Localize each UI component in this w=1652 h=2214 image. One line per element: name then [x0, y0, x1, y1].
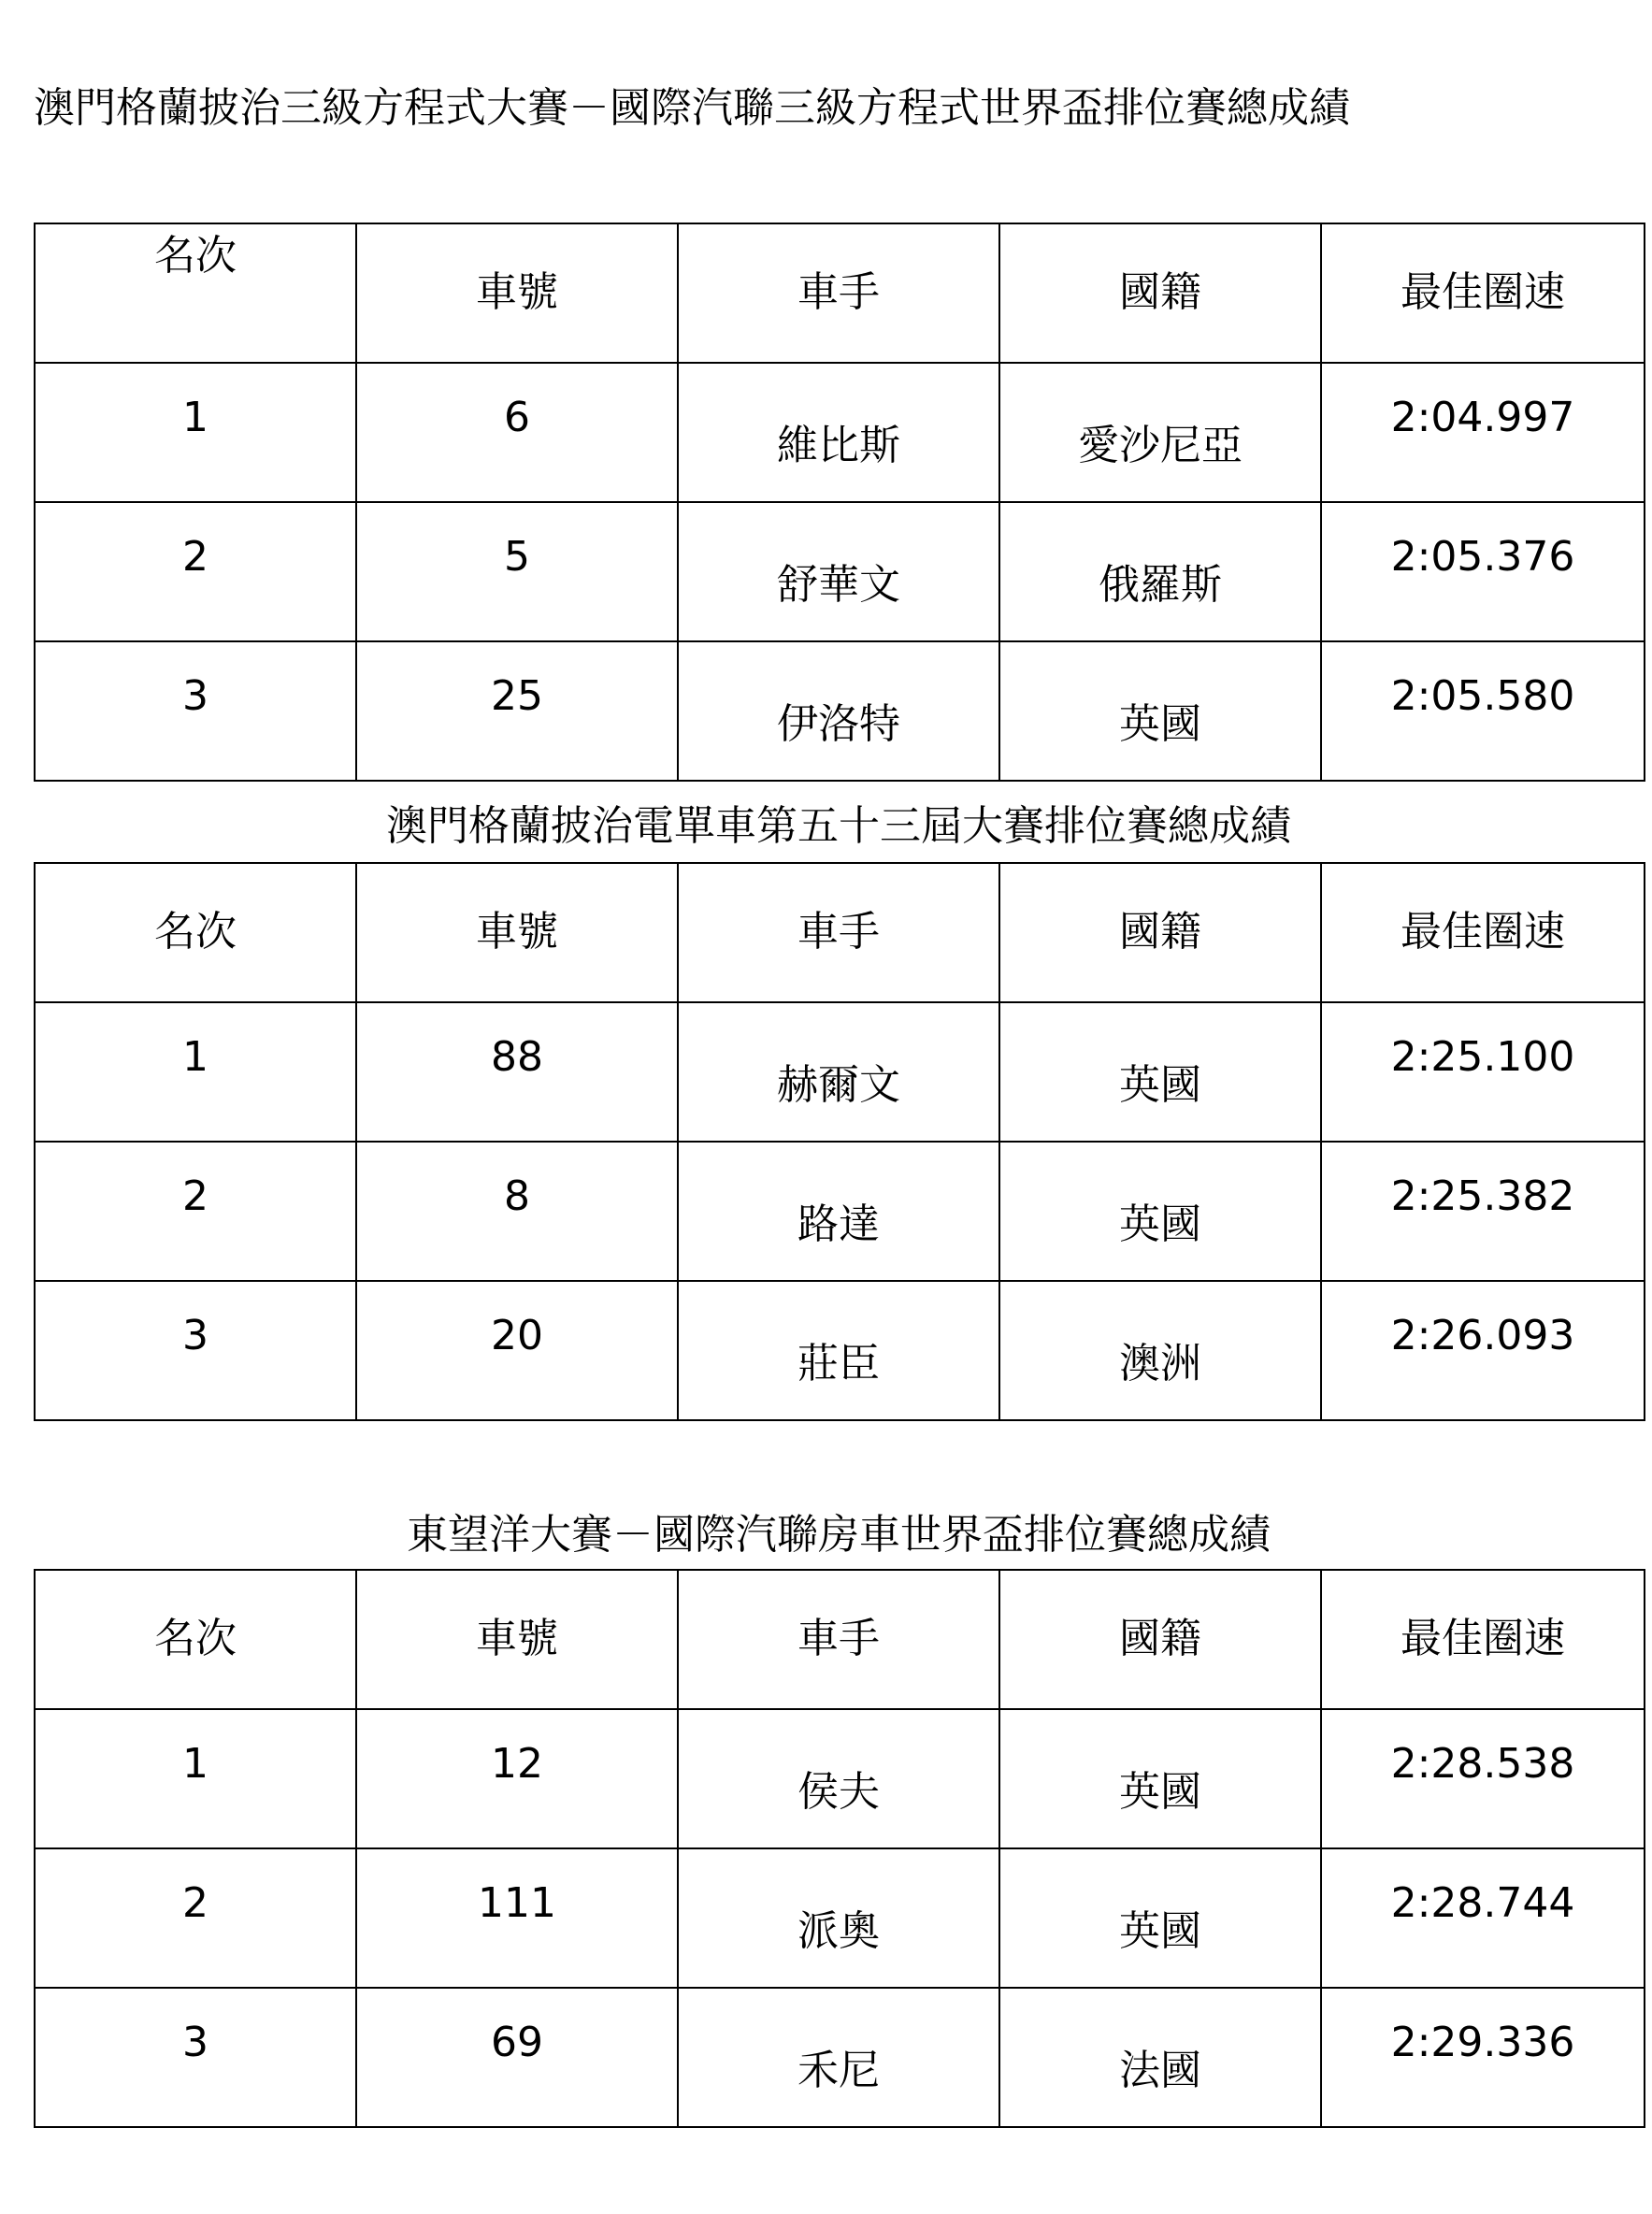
nationality-cell: 澳洲 — [999, 1281, 1321, 1420]
car-number-cell: 25 — [356, 641, 678, 781]
best-lap-cell: 2:29.336 — [1321, 1988, 1645, 2127]
table-row — [35, 502, 1645, 641]
best-lap-cell: 2:05.580 — [1321, 641, 1645, 781]
nationality-cell: 英國 — [999, 1848, 1321, 1988]
driver-cell: 莊臣 — [678, 1281, 999, 1420]
rank-cell: 2 — [35, 1142, 356, 1281]
driver-cell: 舒華文 — [678, 502, 999, 641]
section-title-guia-race: 東望洋大賽－國際汽聯房車世界盃排位賽總成績 — [407, 1511, 1271, 1559]
header-cell-nationality: 國籍 — [999, 1570, 1321, 1709]
driver-cell: 伊洛特 — [678, 641, 999, 781]
header-cell-car-number: 車號 — [356, 223, 678, 363]
best-lap-cell: 2:26.093 — [1321, 1281, 1645, 1420]
table-row — [35, 641, 1645, 781]
header-cell-best-lap: 最佳圈速 — [1321, 863, 1645, 1002]
table-row — [35, 1142, 1645, 1281]
best-lap-cell: 2:28.744 — [1321, 1848, 1645, 1988]
table-row — [35, 1848, 1645, 1988]
header-cell-nationality: 國籍 — [999, 223, 1321, 363]
driver-cell: 禾尼 — [678, 1988, 999, 2127]
table-header-row — [35, 1570, 1645, 1709]
rank-cell: 2 — [35, 1848, 356, 1988]
best-lap-cell: 2:25.100 — [1321, 1002, 1645, 1142]
nationality-cell: 愛沙尼亞 — [999, 363, 1321, 502]
header-cell-best-lap: 最佳圈速 — [1321, 223, 1645, 363]
driver-cell: 路達 — [678, 1142, 999, 1281]
header-cell-rank: 名次 — [35, 1570, 356, 1709]
rank-cell: 1 — [35, 1002, 356, 1142]
nationality-cell: 英國 — [999, 1709, 1321, 1848]
best-lap-cell: 2:25.382 — [1321, 1142, 1645, 1281]
driver-cell: 維比斯 — [678, 363, 999, 502]
section-title-motorcycle: 澳門格蘭披治電單車第五十三屆大賽排位賽總成績 — [386, 802, 1291, 850]
header-cell-driver: 車手 — [678, 223, 999, 363]
driver-cell: 侯夫 — [678, 1709, 999, 1848]
header-cell-driver: 車手 — [678, 1570, 999, 1709]
rank-cell: 2 — [35, 502, 356, 641]
rank-cell: 1 — [35, 1709, 356, 1848]
rank-cell: 3 — [35, 641, 356, 781]
table-header-row — [35, 863, 1645, 1002]
car-number-cell: 6 — [356, 363, 678, 502]
header-cell-nationality: 國籍 — [999, 863, 1321, 1002]
table-row — [35, 1281, 1645, 1420]
best-lap-cell: 2:04.997 — [1321, 363, 1645, 502]
nationality-cell: 法國 — [999, 1988, 1321, 2127]
header-cell-driver: 車手 — [678, 863, 999, 1002]
best-lap-cell: 2:05.376 — [1321, 502, 1645, 641]
best-lap-cell: 2:28.538 — [1321, 1709, 1645, 1848]
car-number-cell: 5 — [356, 502, 678, 641]
motorcycle-qualifying-table — [34, 862, 1645, 1421]
table-row — [35, 363, 1645, 502]
table-header-row — [35, 223, 1645, 363]
table-row — [35, 1709, 1645, 1848]
car-number-cell: 88 — [356, 1002, 678, 1142]
header-cell-rank: 名次 — [35, 863, 356, 1002]
driver-cell: 派奧 — [678, 1848, 999, 1988]
nationality-cell: 英國 — [999, 641, 1321, 781]
header-cell-car-number: 車號 — [356, 863, 678, 1002]
car-number-cell: 111 — [356, 1848, 678, 1988]
nationality-cell: 英國 — [999, 1142, 1321, 1281]
car-number-cell: 12 — [356, 1709, 678, 1848]
header-cell-car-number: 車號 — [356, 1570, 678, 1709]
nationality-cell: 英國 — [999, 1002, 1321, 1142]
document-title: 澳門格蘭披治三級方程式大賽－國際汽聯三級方程式世界盃排位賽總成績 — [34, 84, 1350, 132]
driver-cell: 赫爾文 — [678, 1002, 999, 1142]
f3-qualifying-table — [34, 223, 1645, 782]
table-row — [35, 1002, 1645, 1142]
nationality-cell: 俄羅斯 — [999, 502, 1321, 641]
guia-qualifying-table — [34, 1569, 1645, 2128]
car-number-cell: 69 — [356, 1988, 678, 2127]
car-number-cell: 20 — [356, 1281, 678, 1420]
rank-cell: 3 — [35, 1281, 356, 1420]
table-row — [35, 1988, 1645, 2127]
header-cell-best-lap: 最佳圈速 — [1321, 1570, 1645, 1709]
car-number-cell: 8 — [356, 1142, 678, 1281]
header-cell-rank: 名次 — [35, 223, 356, 363]
rank-cell: 3 — [35, 1988, 356, 2127]
rank-cell: 1 — [35, 363, 356, 502]
